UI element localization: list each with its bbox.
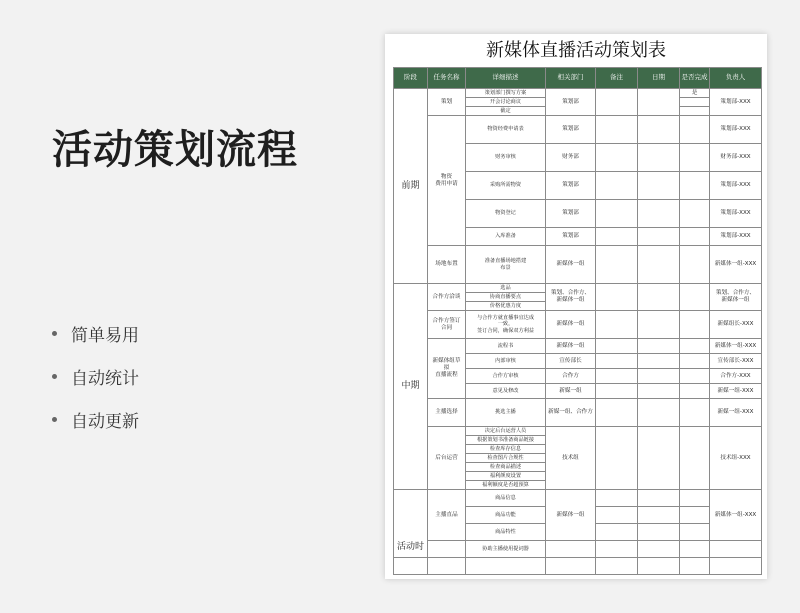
dept-cell: 策划部 bbox=[546, 89, 596, 116]
dept-cell: 新媒一组、合作方 bbox=[546, 399, 596, 427]
detail-cell: 福利额度是否超预算 bbox=[466, 481, 546, 490]
detail-cell: 财务审核 bbox=[466, 144, 546, 172]
detail-cell: 策划部门撰写方案 bbox=[466, 89, 546, 98]
detail-cell: 与合作方就直播事宜达成 一致， 签订合同，确保双方利益 bbox=[466, 311, 546, 339]
date-cell bbox=[638, 144, 680, 172]
owner-cell: 策划部-XXX bbox=[710, 172, 762, 200]
task-cell: 后台运营 bbox=[428, 427, 466, 490]
done-cell bbox=[680, 228, 710, 246]
done-cell bbox=[680, 427, 710, 490]
table-row bbox=[394, 427, 762, 436]
bullet-icon bbox=[52, 374, 57, 379]
dept-cell: 策划部 bbox=[546, 116, 596, 144]
detail-cell: 选品 bbox=[466, 284, 546, 293]
detail-cell: 截定 bbox=[466, 107, 546, 116]
detail-cell: 流程书 bbox=[466, 339, 546, 354]
column-header: 详细描述 bbox=[466, 68, 546, 89]
table-row bbox=[394, 339, 762, 354]
date-cell bbox=[638, 228, 680, 246]
date-cell bbox=[638, 369, 680, 384]
date-cell bbox=[638, 541, 680, 558]
stage-cell: 中期 bbox=[394, 284, 428, 490]
date-cell bbox=[638, 311, 680, 339]
detail-cell bbox=[466, 558, 546, 575]
dept-cell bbox=[546, 558, 596, 575]
done-cell bbox=[680, 507, 710, 524]
detail-cell: 检查库存信息 bbox=[466, 445, 546, 454]
detail-cell: 商品特性 bbox=[466, 524, 546, 541]
done-cell bbox=[680, 558, 710, 575]
note-cell bbox=[596, 507, 638, 524]
dept-cell: 新媒体一组 bbox=[546, 339, 596, 354]
detail-cell: 内部审核 bbox=[466, 354, 546, 369]
done-cell bbox=[680, 490, 710, 507]
owner-cell: 新媒体一组-XXX bbox=[710, 339, 762, 354]
detail-cell: 价格优惠力度 bbox=[466, 302, 546, 311]
owner-cell: 新媒体一组-XXX bbox=[710, 490, 762, 541]
column-header: 备注 bbox=[596, 68, 638, 89]
date-cell bbox=[638, 524, 680, 541]
feature-item: 简单易用 bbox=[52, 312, 139, 355]
owner-cell: 策划部-XXX bbox=[710, 200, 762, 228]
date-cell bbox=[638, 427, 680, 490]
date-cell bbox=[638, 507, 680, 524]
document-title: 新媒体直播活动策划表 bbox=[486, 40, 666, 61]
detail-cell: 商品功能 bbox=[466, 507, 546, 524]
detail-cell: 根据策划书准备商品链接 bbox=[466, 436, 546, 445]
note-cell bbox=[596, 369, 638, 384]
done-cell bbox=[680, 339, 710, 354]
done-cell bbox=[680, 144, 710, 172]
task-cell: 策划 bbox=[428, 89, 466, 116]
detail-cell: 决定后台运营人员 bbox=[466, 427, 546, 436]
table-row bbox=[394, 246, 762, 284]
date-cell bbox=[638, 490, 680, 507]
task-cell bbox=[428, 541, 466, 558]
date-cell bbox=[638, 284, 680, 311]
note-cell bbox=[596, 284, 638, 311]
plan-table bbox=[393, 67, 762, 575]
done-cell: 是 bbox=[680, 89, 710, 98]
owner-cell: 合作方-XXX bbox=[710, 369, 762, 384]
done-cell bbox=[680, 541, 710, 558]
detail-cell: 物资登记 bbox=[466, 200, 546, 228]
dept-cell bbox=[546, 541, 596, 558]
table-header-row bbox=[394, 68, 762, 89]
detail-cell: 物资经费申请表 bbox=[466, 116, 546, 144]
feature-item: 自动更新 bbox=[52, 398, 139, 441]
owner-cell: 策划部-XXX bbox=[710, 89, 762, 116]
date-cell bbox=[638, 200, 680, 228]
done-cell bbox=[680, 399, 710, 427]
task-cell: 新媒体组草 拟 直播流程 bbox=[428, 339, 466, 399]
note-cell bbox=[596, 354, 638, 369]
note-cell bbox=[596, 427, 638, 490]
page-headline: 活动策划流程 bbox=[52, 127, 298, 173]
date-cell bbox=[638, 339, 680, 354]
detail-cell: 检查商品描述 bbox=[466, 463, 546, 472]
date-cell bbox=[638, 399, 680, 427]
date-cell bbox=[638, 116, 680, 144]
note-cell bbox=[596, 144, 638, 172]
detail-cell: 福利颜度设置 bbox=[466, 472, 546, 481]
done-cell bbox=[680, 284, 710, 311]
owner-cell: 新媒体一组-XXX bbox=[710, 246, 762, 284]
task-cell: 主播直品 bbox=[428, 490, 466, 541]
note-cell bbox=[596, 311, 638, 339]
done-cell bbox=[680, 116, 710, 144]
stage-cell bbox=[394, 558, 428, 575]
table-row bbox=[394, 399, 762, 427]
dept-cell: 策划部 bbox=[546, 228, 596, 246]
date-cell bbox=[638, 89, 680, 116]
done-cell bbox=[680, 384, 710, 399]
note-cell bbox=[596, 524, 638, 541]
note-cell bbox=[596, 116, 638, 144]
document-preview bbox=[385, 34, 767, 579]
note-cell bbox=[596, 541, 638, 558]
column-header: 任务名称 bbox=[428, 68, 466, 89]
done-cell bbox=[680, 369, 710, 384]
done-cell bbox=[680, 354, 710, 369]
owner-cell: 财务部-XXX bbox=[710, 144, 762, 172]
dept-cell: 技术组 bbox=[546, 427, 596, 490]
owner-cell: 策划部-XXX bbox=[710, 116, 762, 144]
task-cell: 场地布置 bbox=[428, 246, 466, 284]
done-cell bbox=[680, 524, 710, 541]
column-header: 日期 bbox=[638, 68, 680, 89]
note-cell bbox=[596, 384, 638, 399]
owner-cell: 新媒一组-XXX bbox=[710, 399, 762, 427]
dept-cell: 宣传部长 bbox=[546, 354, 596, 369]
dept-cell: 新媒体一组 bbox=[546, 311, 596, 339]
table-row bbox=[394, 311, 762, 339]
note-cell bbox=[596, 399, 638, 427]
done-cell bbox=[680, 200, 710, 228]
dept-cell: 策划、合作方、 新媒体一组 bbox=[546, 284, 596, 311]
owner-cell: 策划、合作方、 新媒体一组 bbox=[710, 284, 762, 311]
note-cell bbox=[596, 246, 638, 284]
detail-cell: 采购所需物资 bbox=[466, 172, 546, 200]
detail-cell: 协助主播使用提词器 bbox=[466, 541, 546, 558]
dept-cell: 新媒体一组 bbox=[546, 490, 596, 541]
detail-cell: 挑选主播 bbox=[466, 399, 546, 427]
dept-cell: 合作方 bbox=[546, 369, 596, 384]
date-cell bbox=[638, 558, 680, 575]
done-cell bbox=[680, 107, 710, 116]
feature-item: 自动统计 bbox=[52, 355, 139, 398]
note-cell bbox=[596, 558, 638, 575]
detail-cell: 准备直播场地搭建 布景 bbox=[466, 246, 546, 284]
detail-cell: 开会讨论商议 bbox=[466, 98, 546, 107]
column-header: 相关部门 bbox=[546, 68, 596, 89]
note-cell bbox=[596, 172, 638, 200]
task-cell: 合作方洽谈 bbox=[428, 284, 466, 311]
note-cell bbox=[596, 228, 638, 246]
column-header: 是否完成 bbox=[680, 68, 710, 89]
detail-cell: 协商直播要点 bbox=[466, 293, 546, 302]
task-cell: 合作方签订 合同 bbox=[428, 311, 466, 339]
task-cell: 物资 费用申请 bbox=[428, 116, 466, 246]
stage-cell: 活动时 bbox=[394, 490, 428, 558]
task-cell: 主播选择 bbox=[428, 399, 466, 427]
task-cell bbox=[428, 558, 466, 575]
dept-cell: 策划部 bbox=[546, 200, 596, 228]
done-cell bbox=[680, 246, 710, 284]
bullet-icon bbox=[52, 417, 57, 422]
owner-cell: 新媒组长-XXX bbox=[710, 311, 762, 339]
dept-cell: 财务部 bbox=[546, 144, 596, 172]
dept-cell: 新媒体一组 bbox=[546, 246, 596, 284]
owner-cell bbox=[710, 558, 762, 575]
table-row bbox=[394, 490, 762, 507]
detail-cell: 商品信息 bbox=[466, 490, 546, 507]
note-cell bbox=[596, 89, 638, 116]
column-header: 负责人 bbox=[710, 68, 762, 89]
done-cell bbox=[680, 172, 710, 200]
done-cell bbox=[680, 98, 710, 107]
table-row bbox=[394, 116, 762, 144]
bullet-icon bbox=[52, 331, 57, 336]
note-cell bbox=[596, 339, 638, 354]
owner-cell: 策划部-XXX bbox=[710, 228, 762, 246]
note-cell bbox=[596, 490, 638, 507]
date-cell bbox=[638, 246, 680, 284]
date-cell bbox=[638, 354, 680, 369]
done-cell bbox=[680, 311, 710, 339]
feature-list bbox=[52, 312, 139, 441]
dept-cell: 新媒一组 bbox=[546, 384, 596, 399]
detail-cell: 意见及修改 bbox=[466, 384, 546, 399]
table-row bbox=[394, 541, 762, 558]
dept-cell: 策划部 bbox=[546, 172, 596, 200]
table-row bbox=[394, 558, 762, 575]
owner-cell: 技术组-XXX bbox=[710, 427, 762, 490]
stage-cell: 前期 bbox=[394, 89, 428, 284]
owner-cell: 新媒一组-XXX bbox=[710, 384, 762, 399]
table-row bbox=[394, 89, 762, 98]
detail-cell: 入库准备 bbox=[466, 228, 546, 246]
table-row bbox=[394, 284, 762, 293]
detail-cell: 检查图片合规性 bbox=[466, 454, 546, 463]
detail-cell: 合作方审核 bbox=[466, 369, 546, 384]
owner-cell bbox=[710, 541, 762, 558]
date-cell bbox=[638, 172, 680, 200]
owner-cell: 宣传部长-XXX bbox=[710, 354, 762, 369]
date-cell bbox=[638, 384, 680, 399]
column-header: 阶段 bbox=[394, 68, 428, 89]
note-cell bbox=[596, 200, 638, 228]
